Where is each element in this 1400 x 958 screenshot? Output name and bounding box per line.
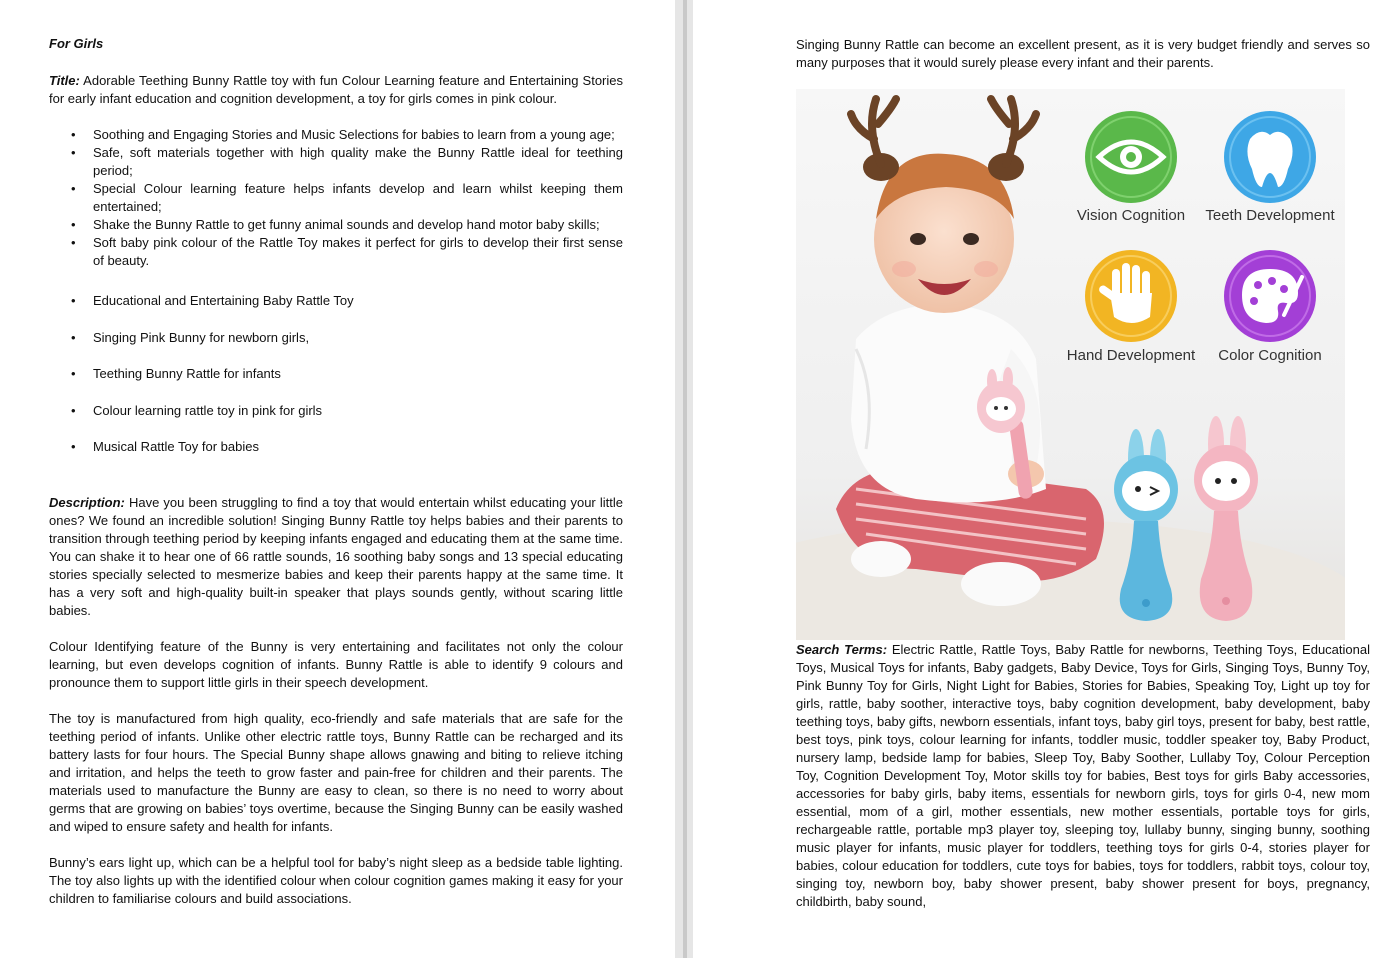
list-item (49, 402, 623, 420)
list-item (49, 365, 623, 383)
title-paragraph (49, 72, 623, 108)
color-cognition-badge (1224, 250, 1316, 342)
colour-paragraph: Colour Identifying feature of the Bunny is very entertaining and facilitates not only the colour learning, but even develops cognition of infants. Bunny Rattle is able to identify 9 colours and pronounce them to support little girls in their speech development. (49, 639, 623, 690)
page-divider (683, 0, 687, 958)
feature-label: Teeth Development (1205, 207, 1335, 224)
description-label: Description: (49, 495, 125, 510)
list-item (49, 292, 623, 310)
list-item-text: Teething Bunny Rattle for infants (93, 366, 281, 382)
intro-paragraph: Singing Bunny Rattle can become an excellent present, as it is very budget friendly and serves so many purposes that it would surely please every infant and their parents. (796, 37, 1370, 70)
list-item-text: Shake the Bunny Rattle to get funny animal sounds and develop hand motor baby skills; (93, 217, 600, 232)
bullet-icon: • (71, 366, 76, 382)
list-item (49, 180, 623, 216)
hand-development-badge (1085, 250, 1177, 342)
list-item (49, 438, 623, 456)
bullet-icon: • (71, 235, 76, 250)
bullet-icon: • (71, 402, 76, 418)
list-item-text: Soothing and Engaging Stories and Music Selections for babies to learn from a young age; (93, 127, 615, 142)
teeth-development-badge (1224, 111, 1316, 203)
list-item (49, 126, 623, 144)
description-paragraph (49, 494, 623, 620)
search-terms-label: Search Terms: (796, 642, 888, 657)
list-item (49, 216, 623, 234)
list-item-text: Special Colour learning feature helps infants develop and learn whilst keeping them entertained; (93, 181, 623, 214)
title-text: Adorable Teething Bunny Rattle toy with fun Colour Learning feature and Entertaining Stories for early infant education and cognition development, a toy for girls comes in pink colour. (49, 73, 623, 106)
keyword-list (49, 292, 623, 475)
list-item-text: Soft baby pink colour of the Rattle Toy makes it perfect for girls to develop their first sense of beauty. (93, 235, 623, 268)
feature-label: Vision Cognition (1076, 207, 1186, 224)
list-item (49, 144, 623, 180)
feature-list (49, 126, 623, 270)
materials-paragraph: The toy is manufactured from high quality, eco-friendly and safe materials that are safe for the teething period of infants. Unlike other electric rattle toys, Bunny Rattle can be recharged and its battery lasts for four hours. The Special Bunny shape allows gnawing and biting to relieve itching and irritation, and helps the teeth to grow faster and pain-free for children and their parents. The materials used to manufacture the Bunny are easy to clean, so there is no need to worry about germs that are growing on babies’ toys overtime, because the Singing Bunny can be easily washed and wiped to ensure safety and health for infants. (49, 711, 623, 834)
list-item-text: Singing Pink Bunny for newborn girls, (93, 329, 310, 345)
bullet-icon: • (71, 293, 76, 308)
section-heading: For Girls (49, 36, 104, 51)
feature-label: Color Cognition (1218, 347, 1322, 364)
bullet-icon: • (71, 217, 76, 232)
search-terms-paragraph (796, 641, 1370, 911)
list-item-text: Colour learning rattle toy in pink for girls (93, 402, 323, 418)
ears-paragraph: Bunny’s ears light up, which can be a helpful tool for baby’s night sleep as a bedside table lighting. The toy also lights up with the identified colour when colour cognition games making it easy for your children to familiarise colours and build associations. (49, 855, 623, 906)
list-item-text: Educational and Entertaining Baby Rattle Toy (93, 293, 354, 308)
bullet-icon: • (71, 181, 76, 196)
bullet-icon: • (71, 439, 76, 455)
list-item-text: Safe, soft materials together with high quality make the Bunny Rattle ideal for teething period; (93, 145, 623, 178)
list-item (49, 234, 623, 270)
right-page-content (693, 0, 1400, 958)
feature-label: Hand Development (1066, 347, 1196, 364)
vision-cognition-badge (1085, 111, 1177, 203)
search-terms-text: Electric Rattle, Rattle Toys, Baby Rattle for newborns, Teething Toys, Educational Toys, Musical Toys for infants, Baby gadgets, Baby Device, Toys for Girls, Singing Toys, Bunny Toy, Pink Bunny Toy for Girls, Night Light for Babies, Stories for Babies, Speaking Toy, Light up toy for girls, rattle, baby soother, interactive toys, baby cognition development, baby development, baby teething toys, baby gifts, newborn essentials, infant toys, baby girl toys, present for baby, best rattle, best toys, pink toys, colour learning for infants, toddler music, toddler speaker toy, Baby Product, nursery lamp, bedside lamp for babies, Sleep Toy, Baby Soother, Lullaby Toy, Colour Perception Toy, Cognition Development Toy, Motor skills toy for babies, Best toys for girls Baby accessories, accessories for baby girls, baby items, essentials for newborn girls, toys for girls 0-4, new mom essential, mom of a girl, mother essentials, new mother essentials, portable toys for girls, rechargeable rattle, portable mp3 player toy, sleeping toy, lullaby bunny, singing bunny, soothing music player for infants, music player for toddlers, teething toys for girls 0-4, stories player for babies, colour education for toddlers, cute toys for babies, toys for toddlers, rabbit toys, colour toy, singing toy, newborn boy, baby shower present, baby shower present for boys, pregnancy, childbirth, baby sound, (796, 642, 1370, 909)
bullet-icon: • (71, 127, 76, 142)
bullet-icon: • (71, 329, 76, 345)
description-text: Have you been struggling to find a toy that would entertain whilst educating your little ones? We found an incredible solution! Singing Bunny Rattle toy helps babies and their parents to transition through teething period by keeping infants engaged and educating them at the same time. You can shake it to hear one of 66 rattle sounds, 16 soothing baby songs and 13 special educating stories specially selected to mesmerize babies and keep their parents happy at the same time. It has a very soft and high-quality built-in speaker that plays sounds gently, without scaring little babies. (49, 495, 623, 618)
bullet-icon: • (71, 145, 76, 160)
title-label: Title: (49, 73, 80, 88)
product-image (796, 89, 1345, 640)
list-item (49, 329, 623, 347)
list-item-text: Musical Rattle Toy for babies (93, 439, 259, 455)
